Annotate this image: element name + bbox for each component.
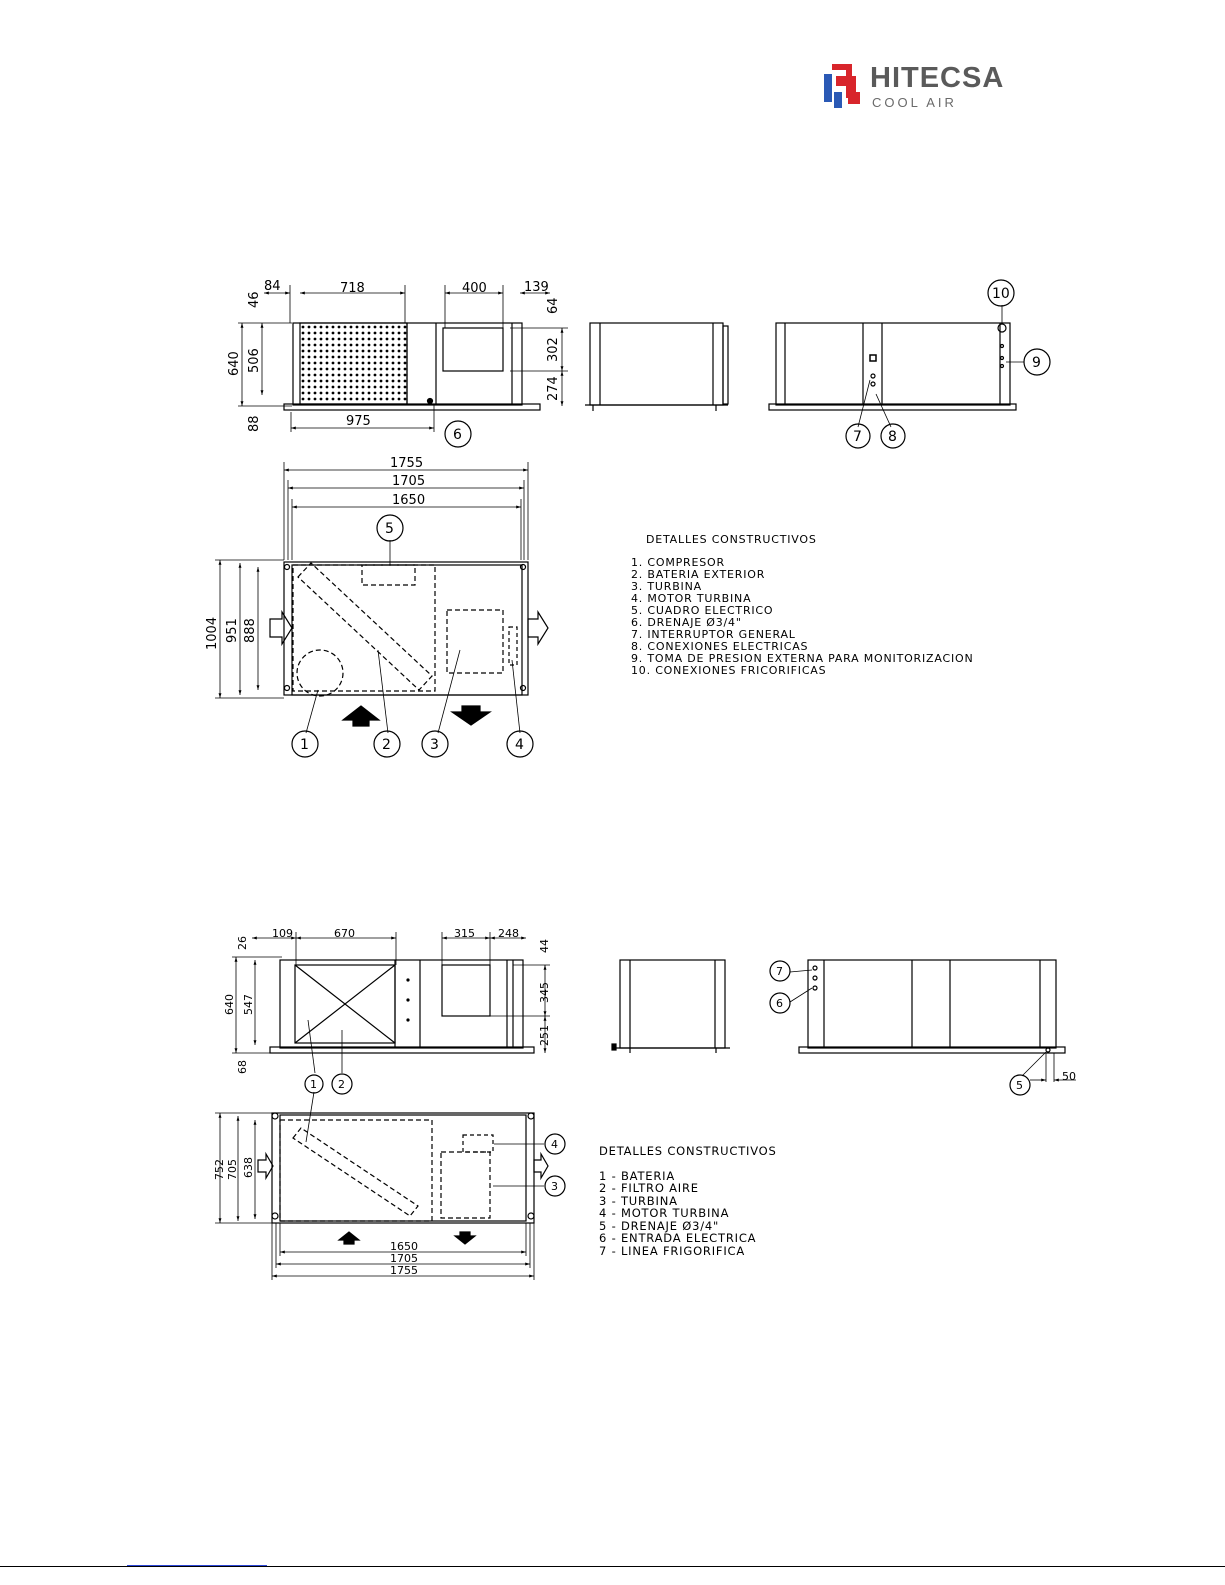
d1-callout-5: 5: [385, 521, 394, 537]
d2-dim-44: 44: [538, 939, 551, 953]
d2-rear-view: [790, 960, 1076, 1082]
d2-dim-638: 638: [242, 1157, 255, 1178]
d2-callout-7: 7: [776, 965, 783, 978]
d2-dim-1650: 1650: [390, 1240, 418, 1253]
d2-dim-50: 50: [1062, 1070, 1076, 1083]
d2-legend-item: 1 - BATERIA: [599, 1169, 675, 1183]
d1-dim-640: 640: [227, 351, 242, 376]
d1-dim-1705: 1705: [392, 474, 426, 489]
d1-legend-item: 8. CONEXIONES ELECTRICAS: [631, 640, 809, 653]
d2-legend-item: 7 - LINEA FRIGORIFICA: [599, 1244, 746, 1258]
d2-top-view: [258, 1092, 548, 1244]
d2-legend-item: 6 - ENTRADA ELECTRICA: [599, 1231, 757, 1245]
logo-brand-text: HITECSA: [870, 62, 1005, 94]
d1-legend-item: 1. COMPRESOR: [631, 556, 725, 569]
d2-side-view: [612, 960, 730, 1053]
d2-front-view: [270, 960, 534, 1053]
d2-legend-title: DETALLES CONSTRUCTIVOS: [599, 1144, 777, 1158]
d1-dim-84: 84: [264, 279, 281, 294]
d2-dim-670: 670: [334, 927, 355, 940]
d2-callout-5: 5: [1016, 1079, 1023, 1092]
d2-callout-2: 2: [338, 1078, 345, 1091]
d2-dim-109: 109: [272, 927, 293, 940]
d1-legend-item: 7. INTERRUPTOR GENERAL: [631, 628, 796, 641]
drawing1: [215, 280, 1050, 757]
d2-legend-item: 3 - TURBINA: [599, 1194, 678, 1208]
d2-dim-1705: 1705: [390, 1252, 418, 1265]
d2-callout-1: 1: [310, 1078, 317, 1091]
d1-callout-10: 10: [992, 286, 1010, 302]
d1-legend-item: 5. CUADRO ELECTRICO: [631, 604, 774, 617]
d1-side-view: [585, 323, 728, 411]
d2-callout-circles: [305, 961, 1030, 1196]
d1-callout-4: 4: [515, 737, 524, 753]
d1-callout-1: 1: [300, 737, 309, 753]
d1-front-view: [284, 323, 540, 410]
d1-callout-7: 7: [853, 429, 862, 445]
d1-legend-item: 9. TOMA DE PRESION EXTERNA PARA MONITORIZACION: [631, 652, 974, 665]
d1-dim-139: 139: [524, 280, 549, 295]
d2-dim-1755: 1755: [390, 1264, 418, 1277]
d2-dim-68: 68: [236, 1060, 249, 1074]
d1-top-dimensions: [215, 462, 528, 698]
d1-dim-46: 46: [247, 291, 262, 308]
d2-labels: [213, 927, 1076, 1277]
d1-legend-item: 2. BATERIA EXTERIOR: [631, 568, 766, 581]
d1-dim-1650: 1650: [392, 493, 426, 508]
d2-dim-752: 752: [213, 1159, 226, 1180]
d1-dim-718: 718: [340, 281, 365, 296]
d2-callout-4: 4: [551, 1138, 558, 1151]
d1-dim-64: 64: [546, 297, 561, 314]
d1-callout-9: 9: [1032, 355, 1041, 371]
d1-dim-1004: 1004: [205, 616, 220, 650]
d1-dim-400: 400: [462, 281, 487, 296]
d1-rear-view: [769, 305, 1024, 427]
d2-legend-item: 4 - MOTOR TURBINA: [599, 1206, 730, 1220]
d2-dim-345: 345: [538, 982, 551, 1003]
d2-callout-3: 3: [551, 1180, 558, 1193]
d1-callout-3: 3: [430, 737, 439, 753]
d1-dim-302: 302: [546, 337, 561, 362]
d2-dim-547: 547: [242, 994, 255, 1015]
d2-dim-248: 248: [498, 927, 519, 940]
d2-dim-315: 315: [454, 927, 475, 940]
footer-rule: [0, 1566, 1225, 1567]
d2-legend-item: 5 - DRENAJE Ø3/4": [599, 1219, 720, 1233]
d1-dim-888: 888: [243, 618, 258, 643]
d2-callout-6: 6: [776, 997, 783, 1010]
d1-legend-title: DETALLES CONSTRUCTIVOS: [646, 533, 817, 546]
d1-dim-975: 975: [346, 414, 371, 429]
d1-legend-item: 6. DRENAJE Ø3/4": [631, 616, 742, 629]
d1-callout-6: 6: [453, 427, 462, 443]
d2-dim-26: 26: [236, 936, 249, 950]
footer-link-underline[interactable]: [127, 1565, 267, 1566]
d1-dim-1755: 1755: [390, 456, 424, 471]
d1-callout-8: 8: [888, 429, 897, 445]
d2-legend-item: 2 - FILTRO AIRE: [599, 1181, 699, 1195]
d1-dim-274: 274: [546, 376, 561, 401]
d1-top-view: [270, 540, 548, 733]
d2-top-dimensions: [215, 1113, 534, 1280]
d1-legend-item: 10. CONEXIONES FRICORIFICAS: [631, 664, 827, 677]
d1-callout-2: 2: [382, 737, 391, 753]
d2-dim-705: 705: [226, 1159, 239, 1180]
d1-dim-506: 506: [247, 348, 262, 373]
d1-dim-88: 88: [247, 415, 262, 432]
d1-dim-951: 951: [225, 618, 240, 643]
d1-legend-item: 3. TURBINA: [631, 580, 702, 593]
logo-tagline: COOL AIR: [872, 95, 957, 110]
d2-dim-640: 640: [223, 994, 236, 1015]
d1-legend-item: 4. MOTOR TURBINA: [631, 592, 752, 605]
d2-dim-251: 251: [538, 1025, 551, 1046]
